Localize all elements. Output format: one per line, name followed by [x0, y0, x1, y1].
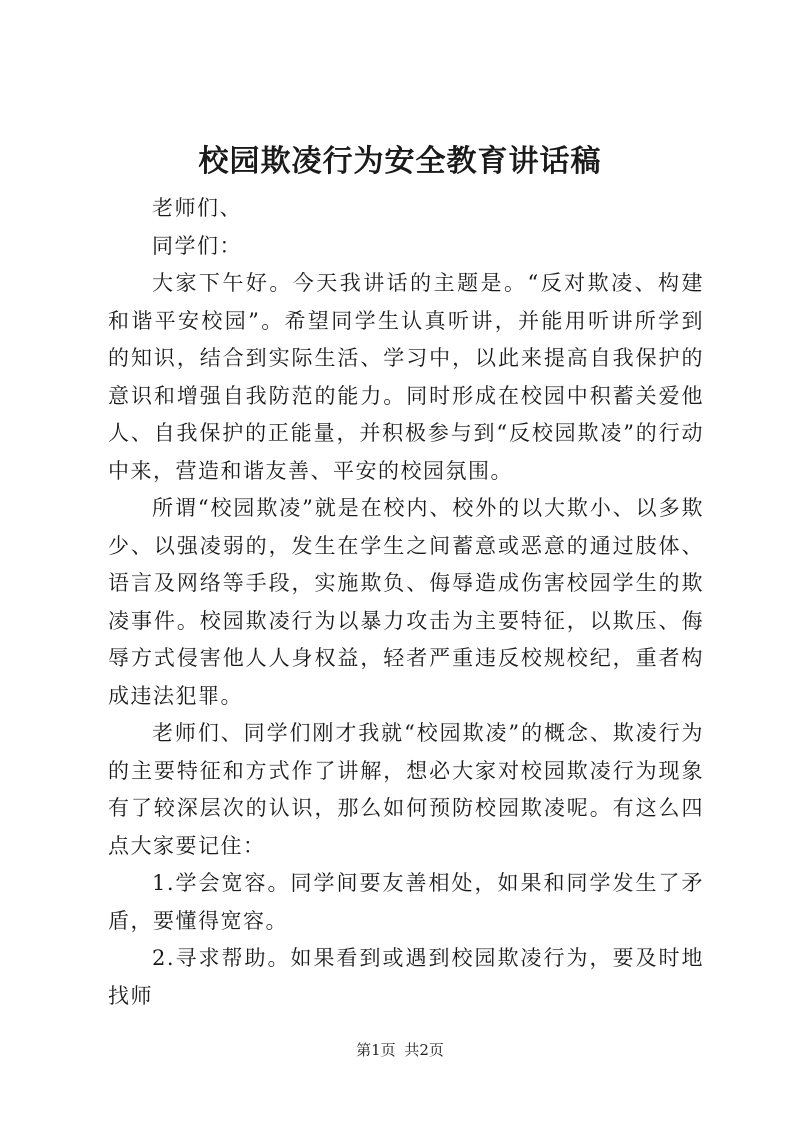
paragraph-transition: 老师们、同学们刚才我就“校园欺凌”的概念、欺凌行为的主要特征和方式作了讲解，想必大家对校园欺凌行为现象有了较深层次的认识，那么如何预防校园欺凌呢。有这么四点大家要记住： [108, 721, 704, 858]
list-item-seek-help: 2.寻求帮助。如果看到或遇到校园欺凌行为，要及时地找师 [108, 946, 704, 1008]
salutation-teachers: 老师们、 [152, 196, 242, 220]
list-item-tolerance: 1.学会宽容。同学间要友善相处，如果和同学发生了矛盾，要懂得宽容。 [108, 871, 704, 933]
paragraph-definition: 所谓“校园欺凌”就是在校内、校外的以大欺小、以多欺少、以强凌弱的，发生在学生之间蓄意或恶意的通过肢体、语言及网络等手段，实施欺负、侮辱造成伤害校园学生的欺凌事件。校园欺凌行为以暴力攻击为主要特征，以欺压、侮辱方式侵害他人人身权益，轻者严重违反校规校纪，重者构成违法犯罪。 [108, 496, 704, 708]
document-body [108, 190, 704, 1015]
page-total: 共2页 [404, 1041, 444, 1059]
page-title: 校园欺凌行为安全教育讲话稿 [198, 144, 602, 179]
salutation-students: 同学们： [152, 233, 242, 258]
paragraph-intro: 大家下午好。今天我讲话的主题是。“反对欺凌、构建和谐平安校园”。希望同学生认真听讲，并能用听讲所学到的知识，结合到实际生活、学习中，以此来提高自我保护的意识和增强自我防范的能力。同时形成在校园中积蓄关爱他人、自我保护的正能量，并积极参与到“反校园欺凌”的行动中来，营造和谐友善、平安的校园氛围。 [108, 271, 704, 483]
page-number: 第1页 [356, 1041, 396, 1059]
page-footer [0, 1040, 800, 1060]
